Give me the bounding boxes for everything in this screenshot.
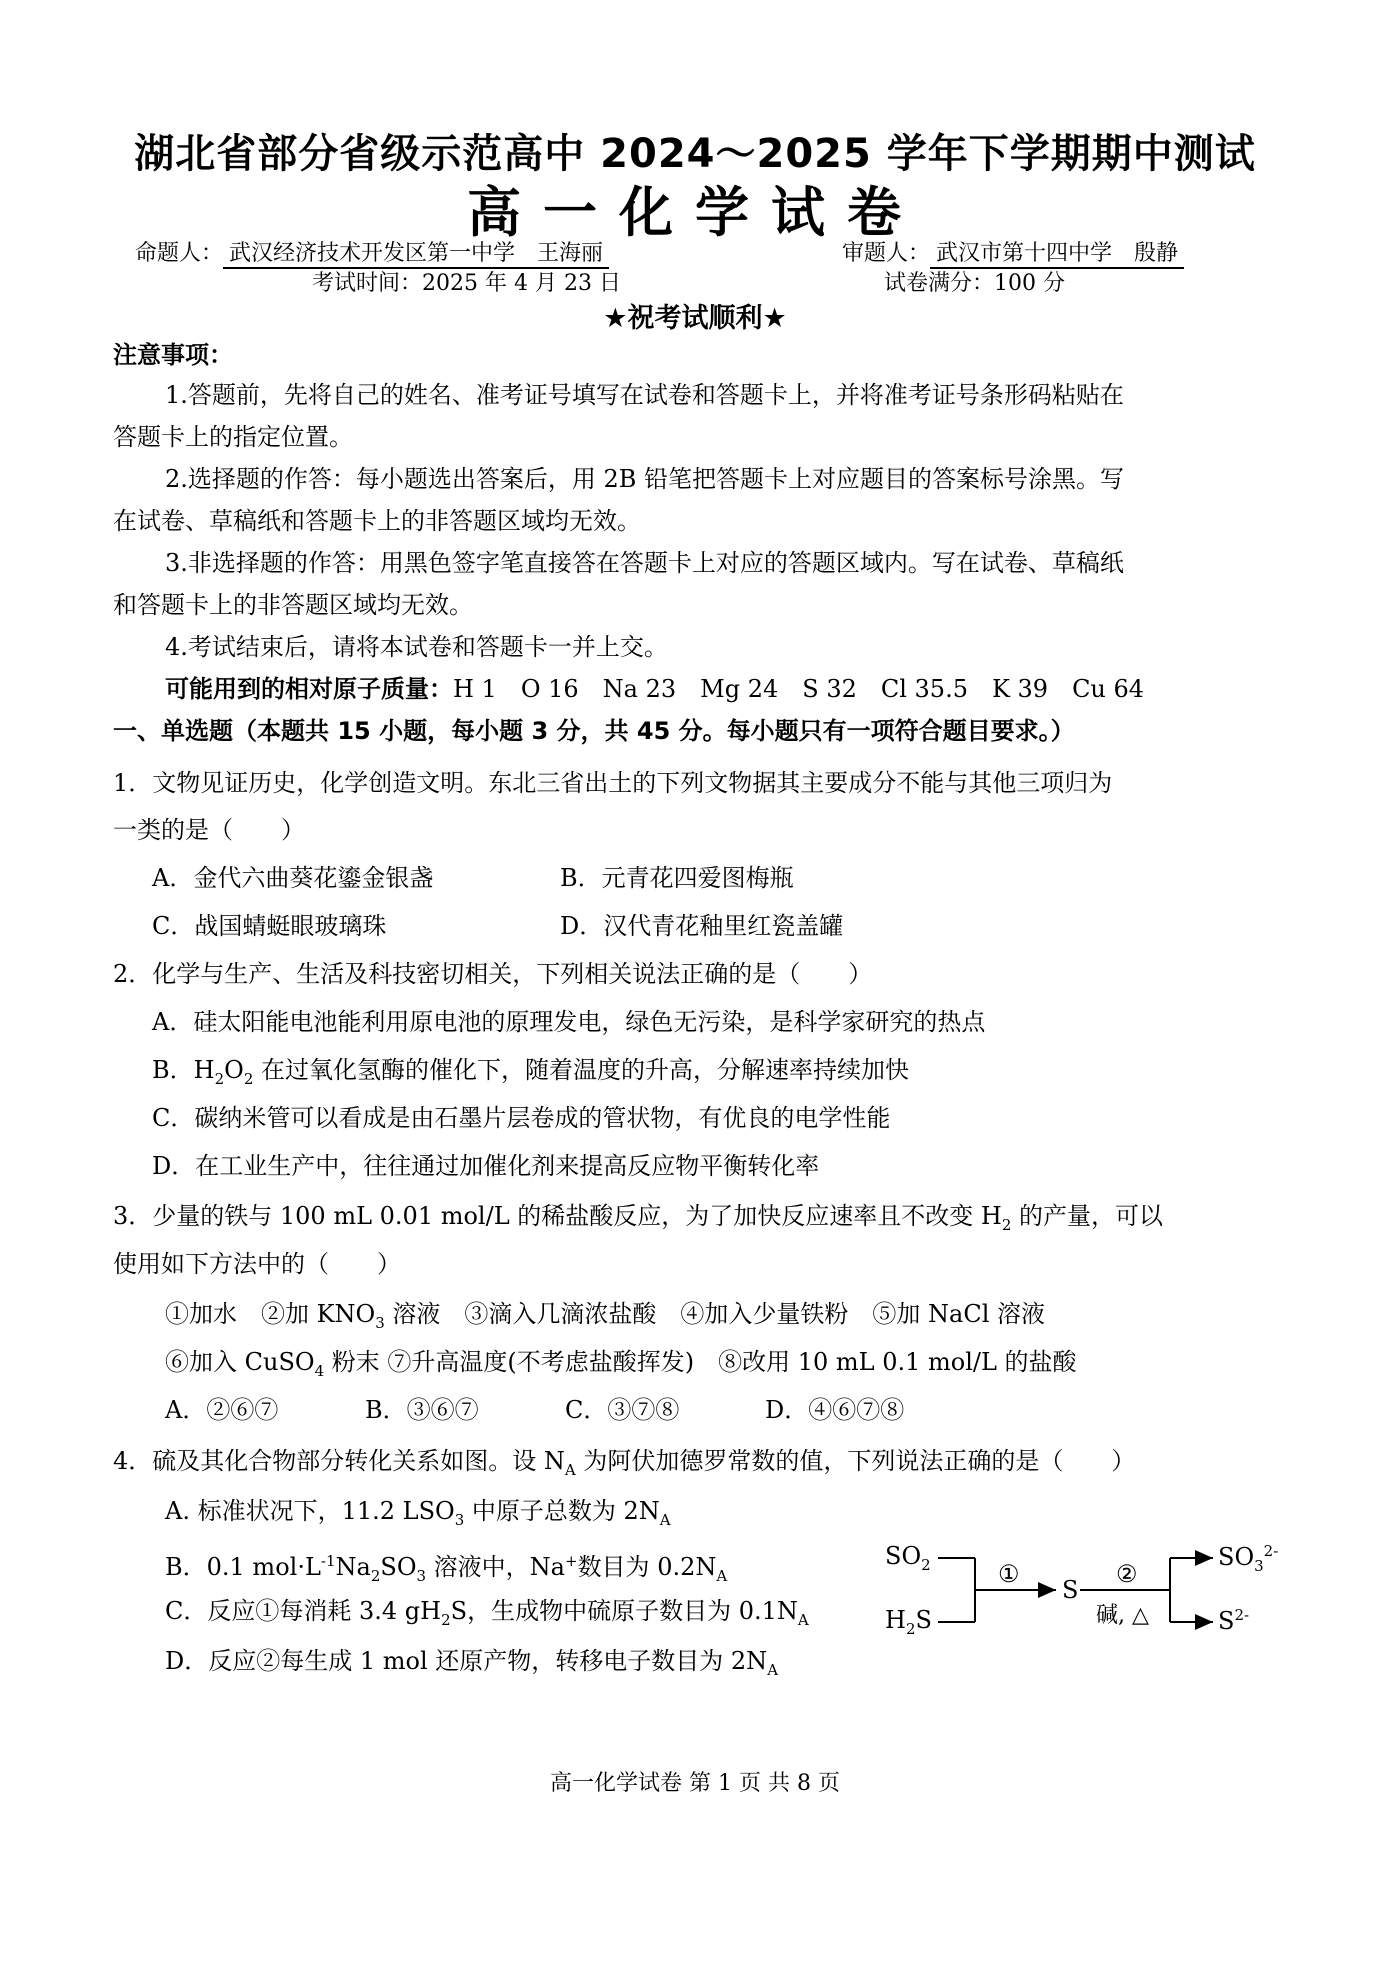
setter-line bbox=[135, 236, 609, 267]
note-2a: 2.选择题的作答：每小题选出答案后，用 2B 铅笔把答题卡上对应题目的答案标号涂黑。写 bbox=[165, 465, 1125, 493]
q1-option-a: A．金代六曲葵花鎏金银盏 bbox=[152, 864, 434, 892]
reviewer-value: 武汉市第十四中学 殷静 bbox=[930, 241, 1184, 269]
q1-stem-b: 一类的是（ ） bbox=[113, 816, 305, 844]
q1-option-c: C．战国蜻蜓眼玻璃珠 bbox=[152, 912, 387, 940]
q4-option-b: B．0.1 $mol\cdot L^{-1}Na_2SO_3$ 溶液中，Na+数目为 $0.2N_A$ bbox=[165, 1552, 728, 1585]
q1-option-b: B．元青花四爱图梅瓶 bbox=[560, 864, 794, 892]
q3-stem-b: 使用如下方法中的（ ） bbox=[113, 1250, 401, 1278]
sulfur-conversion-diagram bbox=[880, 1540, 1279, 1650]
diagram-step1: ① bbox=[998, 1560, 1020, 1588]
diagram-so2: $SO_2$ bbox=[885, 1542, 931, 1574]
diagram-sulfite: $SO_3^{2-}$ bbox=[1218, 1542, 1279, 1575]
note-1a: 1.答题前，先将自己的姓名、准考证号填写在试卷和答题卡上，并将准考证号条形码粘贴在 bbox=[165, 381, 1124, 409]
diagram-condition: 碱, △ bbox=[1096, 1603, 1149, 1628]
q2-option-d: D．在工业生产中，往往通过加催化剂来提高反应物平衡转化率 bbox=[152, 1152, 820, 1180]
q4-option-a: A. 标准状况下，11.2 $LSO_3$ 中原子总数为 $2N_A$ bbox=[165, 1497, 671, 1529]
atomic-masses-label: 可能用到的相对原子质量： bbox=[165, 675, 453, 703]
q4-option-d: D．反应②每生成 1 mol 还原产物，转移电子数目为 $2N_A$ bbox=[165, 1647, 779, 1679]
notes-heading: 注意事项： bbox=[113, 341, 233, 369]
q2-stem: 2．化学与生产、生活及科技密切相关，下列相关说法正确的是（ ） bbox=[113, 960, 873, 988]
reviewer-line bbox=[842, 236, 1184, 267]
atomic-masses bbox=[165, 674, 1144, 704]
diagram-sulfide: $S^{2-}$ bbox=[1218, 1606, 1250, 1635]
diagram-step2: ② bbox=[1116, 1560, 1138, 1588]
note-2b: 在试卷、草稿纸和答题卡上的非答题区域均无效。 bbox=[113, 507, 641, 535]
q3-option-d: D．④⑥⑦⑧ bbox=[765, 1396, 905, 1424]
q4-option-c: C．反应①每消耗 3.4 $gH_2S$，生成物中硫原子数目为 $0.1N_A$ bbox=[165, 1597, 809, 1629]
section1-heading: 一、单选题（本题共 15 小题，每小题 3 分，共 45 分。每小题只有一项符合题目要求。） bbox=[113, 717, 1075, 745]
note-3b: 和答题卡上的非答题区域均无效。 bbox=[113, 591, 473, 619]
q3-conditions-2: ⑥加入 CuSO$_4$ 粉末 ⑦升高温度(不考虑盐酸挥发) ⑧改用 10 mL 0.1 mol/L 的盐酸 bbox=[165, 1348, 1077, 1380]
q3-conditions-1: ①加水 ②加 $KNO_3$ 溶液 ③滴入几滴浓盐酸 ④加入少量铁粉 ⑤加 NaCl 溶液 bbox=[165, 1300, 1046, 1332]
exam-title-line2: 高一化学试卷 bbox=[467, 181, 923, 244]
q1-stem-a: 1．文物见证历史，化学创造文明。东北三省出土的下列文物据其主要成分不能与其他三项归为 bbox=[113, 769, 1113, 797]
q3-option-b: B．③⑥⑦ bbox=[365, 1396, 479, 1424]
page-footer: 高一化学试卷 第 1 页 共 8 页 bbox=[550, 1771, 840, 1796]
setter-label: 命题人： bbox=[135, 241, 224, 266]
exam-time: 考试时间：2025 年 4 月 23 日 bbox=[312, 271, 621, 296]
diagram-h2s: $H_2S$ bbox=[885, 1606, 932, 1638]
wish-banner: ★祝考试顺利★ bbox=[603, 303, 787, 334]
atomic-masses-values: H 1 O 16 Na 23 Mg 24 S 32 Cl 35.5 K 39 Cu 64 bbox=[453, 675, 1145, 703]
note-4: 4.考试结束后，请将本试卷和答题卡一并上交。 bbox=[165, 633, 668, 661]
q2-option-b: B．$H_2O_2$ 在过氧化氢酶的催化下，随着温度的升高，分解速率持续加快 bbox=[152, 1056, 909, 1088]
full-score: 试卷满分：100 分 bbox=[884, 271, 1065, 296]
note-3a: 3.非选择题的作答：用黑色签字笔直接答在答题卡上对应的答题区域内。写在试卷、草稿纸 bbox=[165, 549, 1124, 577]
q2-option-c: C．碳纳米管可以看成是由石墨片层卷成的管状物，有优良的电学性能 bbox=[152, 1104, 891, 1132]
setter-value: 武汉经济技术开发区第一中学 王海丽 bbox=[223, 241, 609, 269]
reviewer-label: 审题人： bbox=[842, 241, 931, 266]
q3-option-c: C．③⑦⑧ bbox=[565, 1396, 680, 1424]
q3-option-a: A．②⑥⑦ bbox=[165, 1396, 279, 1424]
diagram-sulfur: S bbox=[1062, 1576, 1079, 1604]
q1-option-d: D．汉代青花釉里红瓷盖罐 bbox=[560, 912, 844, 940]
note-1b: 答题卡上的指定位置。 bbox=[113, 423, 353, 451]
q2-option-a: A．硅太阳能电池能利用原电池的原理发电，绿色无污染，是科学家研究的热点 bbox=[152, 1008, 986, 1036]
q3-stem-a: 3．少量的铁与 100 mL 0.01 mol/L 的稀盐酸反应，为了加快反应速率且不改变 $H_2$ 的产量，可以 bbox=[113, 1202, 1164, 1234]
exam-title-line1: 湖北省部分省级示范高中 2024～2025 学年下学期期中测试 bbox=[134, 131, 1256, 177]
q4-stem: 4．硫及其化合物部分转化关系如图。设 $N_A$ 为阿伏加德罗常数的值，下列说法正确的是（ ） bbox=[113, 1447, 1136, 1479]
